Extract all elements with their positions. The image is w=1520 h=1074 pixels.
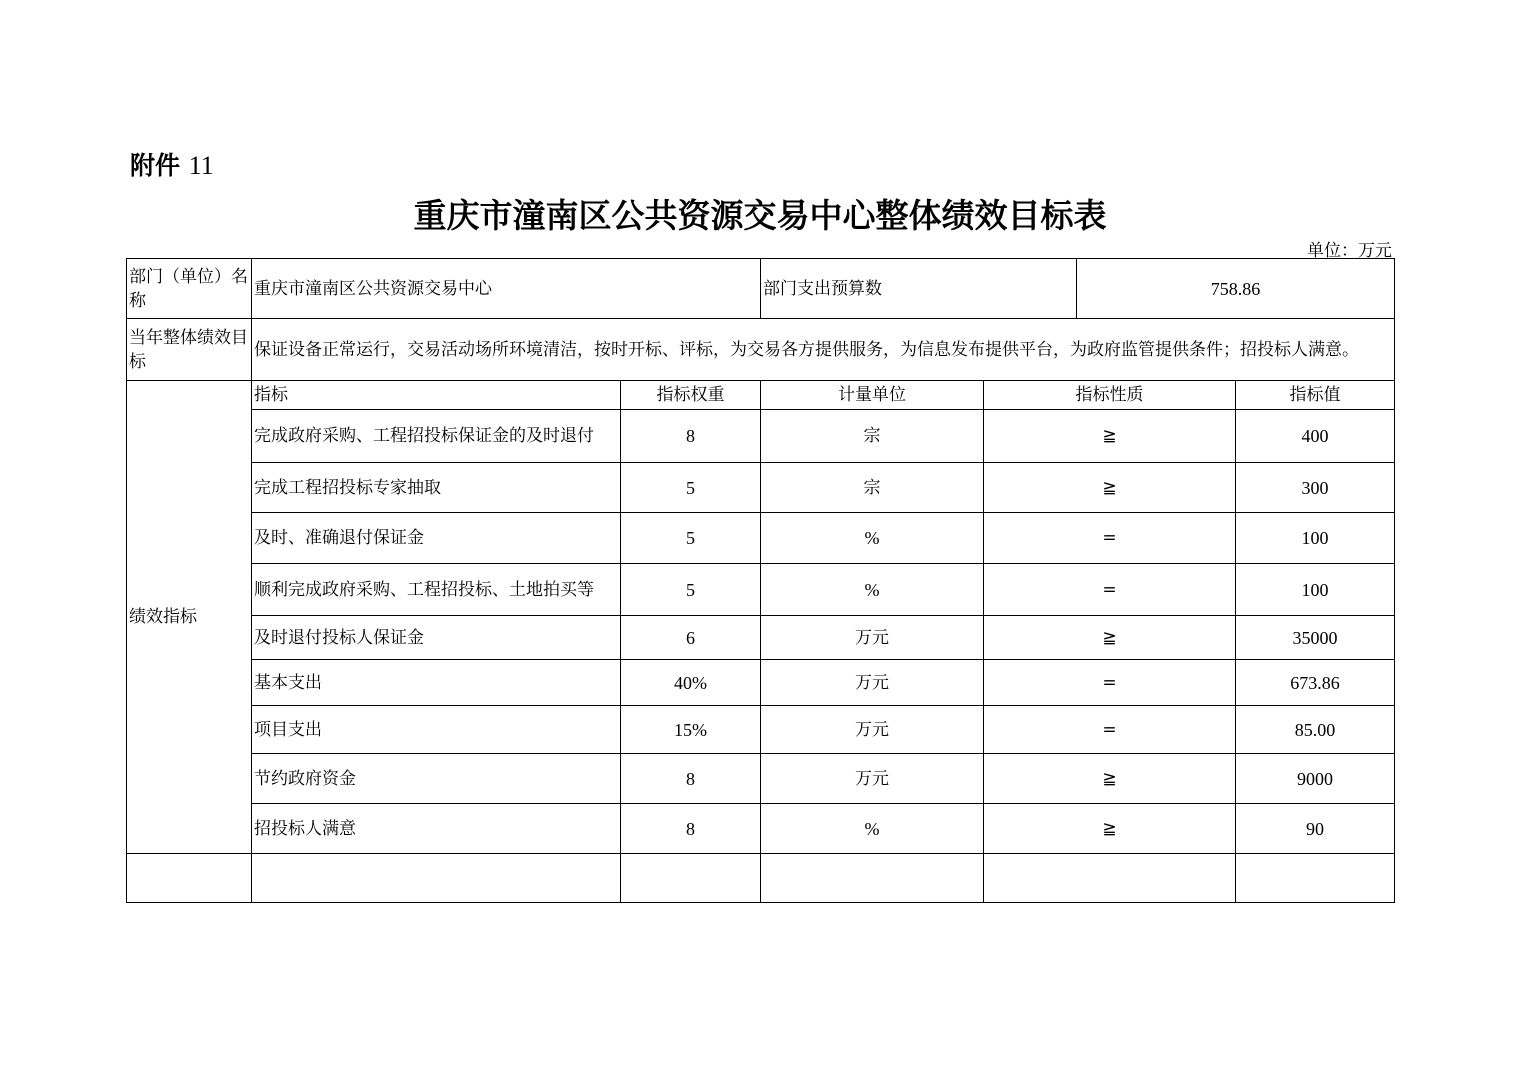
table-row: [127, 513, 1395, 564]
empty-cell: [984, 854, 1236, 903]
attachment-label: [130, 146, 214, 182]
table-row: [127, 463, 1395, 513]
unit-cell: 宗: [761, 463, 984, 513]
indicator-cell: 节约政府资金: [252, 754, 621, 804]
unit-cell: 万元: [761, 616, 984, 660]
table-row: [127, 564, 1395, 616]
perf-label: 绩效指标: [127, 381, 252, 854]
unit-cell: %: [761, 804, 984, 854]
attachment-number: 11: [188, 151, 214, 180]
nature-cell: ≧: [984, 616, 1236, 660]
empty-cell: [621, 854, 761, 903]
indicator-cell: 及时退付投标人保证金: [252, 616, 621, 660]
weight-cell: 5: [621, 463, 761, 513]
indicator-cell: 及时、准确退付保证金: [252, 513, 621, 564]
value-cell: 100: [1236, 564, 1395, 616]
nature-cell: ≧: [984, 804, 1236, 854]
value-cell: 300: [1236, 463, 1395, 513]
table-row: [127, 706, 1395, 754]
dept-label: 部门（单位）名称: [127, 259, 252, 319]
performance-table: [126, 258, 1395, 903]
value-cell: 90: [1236, 804, 1395, 854]
indicator-cell: 招投标人满意: [252, 804, 621, 854]
unit-cell: 万元: [761, 706, 984, 754]
indicator-cell: 完成工程招投标专家抽取: [252, 463, 621, 513]
table-row: [127, 660, 1395, 706]
nature-cell: ≧: [984, 410, 1236, 463]
unit-cell: 万元: [761, 754, 984, 804]
weight-cell: 8: [621, 410, 761, 463]
value-cell: 400: [1236, 410, 1395, 463]
header-value: 指标值: [1236, 381, 1395, 410]
value-cell: 673.86: [1236, 660, 1395, 706]
table-row: [127, 616, 1395, 660]
value-cell: 100: [1236, 513, 1395, 564]
header-weight: 指标权重: [621, 381, 761, 410]
unit-cell: 万元: [761, 660, 984, 706]
goal-text: 保证设备正常运行，交易活动场所环境清洁，按时开标、评标，为交易各方提供服务，为信息发布提供平台，为政府监管提供条件；招投标人满意。: [252, 319, 1395, 381]
weight-cell: 5: [621, 513, 761, 564]
weight-cell: 40%: [621, 660, 761, 706]
indicator-cell: 项目支出: [252, 706, 621, 754]
budget-label: 部门支出预算数: [761, 259, 1077, 319]
value-cell: 9000: [1236, 754, 1395, 804]
nature-cell: ≧: [984, 463, 1236, 513]
unit-cell: %: [761, 513, 984, 564]
weight-cell: 8: [621, 754, 761, 804]
nature-cell: =: [984, 706, 1236, 754]
weight-cell: 6: [621, 616, 761, 660]
unit-label: 单位：万元: [1307, 241, 1392, 261]
attachment-label-text: 附件: [130, 151, 181, 180]
dept-row: [127, 259, 1395, 319]
weight-cell: 15%: [621, 706, 761, 754]
table-row: [127, 754, 1395, 804]
value-cell: 35000: [1236, 616, 1395, 660]
indicator-cell: 顺利完成政府采购、工程招投标、土地拍买等: [252, 564, 621, 616]
indicator-cell: 基本支出: [252, 660, 621, 706]
empty-cell: [1236, 854, 1395, 903]
goal-row: [127, 319, 1395, 381]
table-row: [127, 410, 1395, 463]
empty-row: [127, 854, 1395, 903]
value-cell: 85.00: [1236, 706, 1395, 754]
page-title: 重庆市潼南区公共资源交易中心整体绩效目标表: [413, 196, 1107, 235]
header-row: [127, 381, 1395, 410]
empty-cell: [761, 854, 984, 903]
weight-cell: 8: [621, 804, 761, 854]
dept-name: 重庆市潼南区公共资源交易中心: [252, 259, 761, 319]
empty-cell: [127, 854, 252, 903]
nature-cell: ≧: [984, 754, 1236, 804]
table-row: [127, 804, 1395, 854]
header-indicator: 指标: [252, 381, 621, 410]
indicator-cell: 完成政府采购、工程招投标保证金的及时退付: [252, 410, 621, 463]
unit-cell: 宗: [761, 410, 984, 463]
nature-cell: =: [984, 564, 1236, 616]
empty-cell: [252, 854, 621, 903]
budget-value: 758.86: [1077, 259, 1395, 319]
nature-cell: =: [984, 513, 1236, 564]
header-unit: 计量单位: [761, 381, 984, 410]
goal-label: 当年整体绩效目标: [127, 319, 252, 381]
weight-cell: 5: [621, 564, 761, 616]
header-nature: 指标性质: [984, 381, 1236, 410]
unit-cell: %: [761, 564, 984, 616]
nature-cell: =: [984, 660, 1236, 706]
